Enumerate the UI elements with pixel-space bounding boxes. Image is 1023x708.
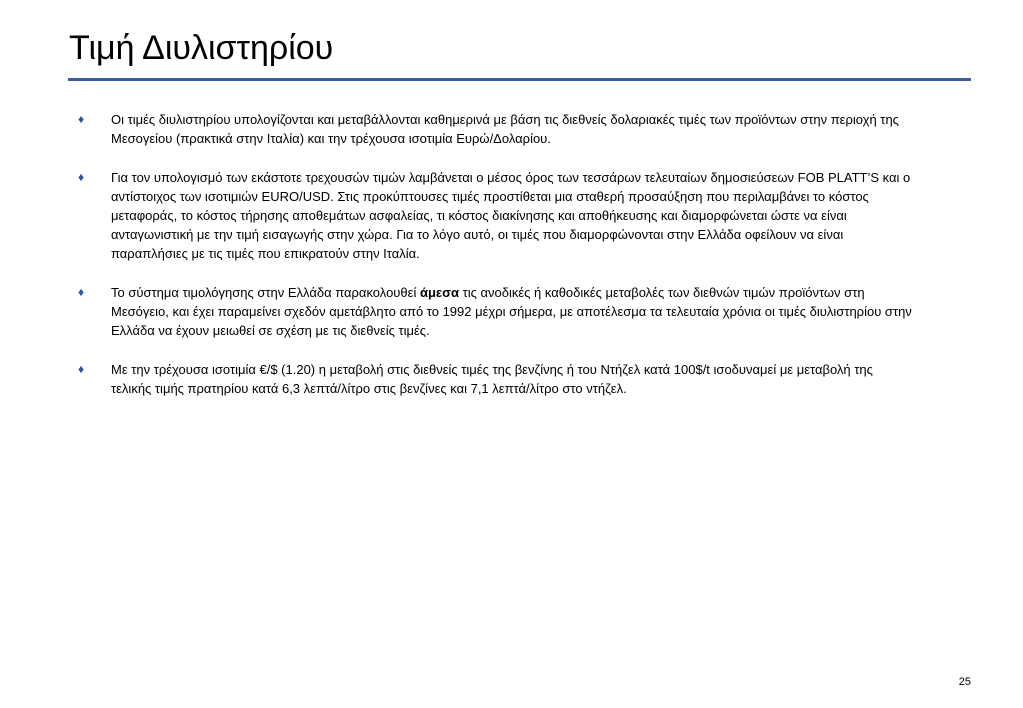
bullet-item-1 bbox=[78, 110, 913, 148]
title-underline bbox=[68, 78, 971, 81]
bullet-text: Με την τρέχουσα ισοτιμία €/$ (1.20) η μεταβολή στις διεθνείς τιμές της βενζίνης ή του Ντήζελ κατά 100$/t ισοδυναμεί με μεταβολή της τελικής τιμής πρατηρίου κατά 6,3 λεπτά/λίτρο στις βενζίνες και 7,1 λεπτά/λίτρο στο ντήζελ. bbox=[111, 362, 873, 396]
diamond-icon: ♦ bbox=[78, 362, 85, 376]
bullet-text-emphasis: άμεσα bbox=[419, 285, 459, 300]
bullet-item-4 bbox=[78, 360, 913, 398]
bullet-text: Για τον υπολογισμό των εκάστοτε τρεχουσών τιμών λαμβάνεται ο μέσος όρος των τεσσάρων τελευταίων δημοσιεύσεων FOB PLATT’S και ο αντίστοιχος των ισοτιμιών EURO/USD. Στις προκύπτουσες τιμές προστίθεται μια σταθερή προσαύξηση που περιλαμβάνει το κόστος μεταφοράς, το κόστος τήρησης αποθεμάτων ασφαλείας, τι κόστος διακίνησης και αποθήκευσης και διαμορφώνεται ώστε να είναι ανταγωνιστική με την τιμή εισαγωγής στην χώρα. Για το λόγο αυτό, οι τιμές που διαμορφώνονται στην Ελλάδα οφείλουν να είναι παραπλήσιες με τις τιμές που επικρατούν στην Ιταλία. bbox=[111, 170, 911, 261]
bullet-text-segment: τις ανοδικές ή καθοδικές μεταβολές των διεθνών τιμών προϊόντων στη Μεσόγειο, και έχει παραμείνει σχεδόν αμετάβλητο από το 1992 μέχρι σήμερα, με αποτέλεσμα τα τελευταία χρόνια οι τιμές διυλιστηρίου στην Ελλάδα να έχουν μειωθεί σε σχέση με τις διεθνείς τιμές. bbox=[111, 285, 912, 338]
diamond-icon: ♦ bbox=[78, 170, 85, 184]
bullet-text-segment: Το σύστημα τιμολόγησης στην Ελλάδα παρακολουθεί bbox=[111, 285, 420, 300]
bullet-text: Οι τιμές διυλιστηρίου υπολογίζονται και μεταβάλλονται καθημερινά με βάση τις διεθνείς δολαριακές τιμές των προϊόντων στην περιοχή της Μεσογείου (πρακτικά στην Ιταλία) και την τρέχουσα ισοτιμία Ευρώ/Δολαρίου. bbox=[111, 112, 899, 146]
bullet-item-3 bbox=[78, 283, 913, 340]
diamond-icon: ♦ bbox=[78, 285, 85, 299]
diamond-icon: ♦ bbox=[78, 112, 85, 126]
bullet-text bbox=[111, 285, 912, 338]
bullet-list bbox=[78, 110, 913, 418]
page-number: 25 bbox=[958, 676, 971, 688]
slide-title: Τιμή Διυλιστηρίου bbox=[69, 29, 334, 67]
bullet-item-2 bbox=[78, 168, 913, 263]
